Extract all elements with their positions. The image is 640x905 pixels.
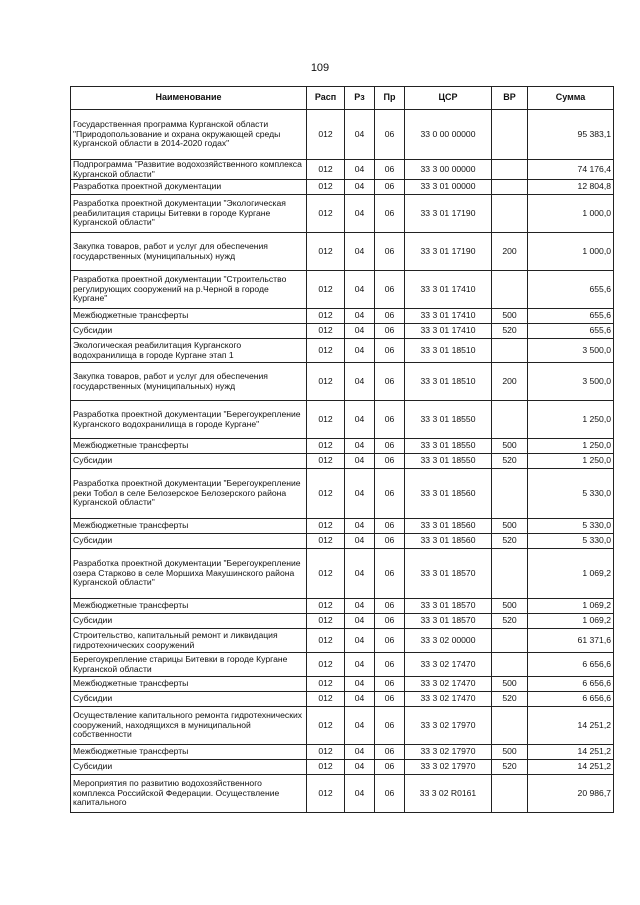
row-name: Межбюджетные трансферты <box>71 519 307 534</box>
row-rz: 04 <box>345 401 375 439</box>
row-name: Субсидии <box>71 692 307 707</box>
row-csr: 33 3 02 17970 <box>405 707 492 745</box>
row-rasp: 012 <box>307 195 345 233</box>
table-row <box>71 180 614 195</box>
row-rz: 04 <box>345 707 375 745</box>
row-rasp: 012 <box>307 692 345 707</box>
row-name: Подпрограмма "Развитие водохозяйственного комплекса Курганской области" <box>71 160 307 180</box>
row-pr: 06 <box>375 707 405 745</box>
row-vr: 500 <box>492 519 528 534</box>
row-pr: 06 <box>375 775 405 813</box>
row-rz: 04 <box>345 692 375 707</box>
table-row <box>71 339 614 363</box>
row-rasp: 012 <box>307 160 345 180</box>
table-row <box>71 439 614 454</box>
row-vr <box>492 469 528 519</box>
row-pr: 06 <box>375 339 405 363</box>
table-row <box>71 534 614 549</box>
row-name: Субсидии <box>71 614 307 629</box>
row-pr: 06 <box>375 160 405 180</box>
header-sum: Сумма <box>528 87 614 110</box>
row-vr <box>492 180 528 195</box>
row-rz: 04 <box>345 614 375 629</box>
row-csr: 33 3 01 18550 <box>405 401 492 439</box>
row-sum: 5 330,0 <box>528 534 614 549</box>
row-csr: 33 3 01 18550 <box>405 454 492 469</box>
row-csr: 33 3 01 18560 <box>405 519 492 534</box>
table-row <box>71 271 614 309</box>
row-vr: 200 <box>492 233 528 271</box>
header-vr: ВР <box>492 87 528 110</box>
row-csr: 33 3 01 18570 <box>405 614 492 629</box>
row-sum: 61 371,6 <box>528 629 614 653</box>
row-pr: 06 <box>375 760 405 775</box>
row-rz: 04 <box>345 180 375 195</box>
row-rasp: 012 <box>307 401 345 439</box>
row-name: Разработка проектной документации <box>71 180 307 195</box>
row-vr: 200 <box>492 363 528 401</box>
row-pr: 06 <box>375 271 405 309</box>
row-rasp: 012 <box>307 760 345 775</box>
row-pr: 06 <box>375 324 405 339</box>
row-sum: 1 069,2 <box>528 549 614 599</box>
row-name: Субсидии <box>71 760 307 775</box>
row-sum: 655,6 <box>528 309 614 324</box>
row-rz: 04 <box>345 549 375 599</box>
header-rz: Рз <box>345 87 375 110</box>
table-row <box>71 469 614 519</box>
table-row <box>71 519 614 534</box>
table-row <box>71 707 614 745</box>
row-csr: 33 3 02 17970 <box>405 760 492 775</box>
row-rz: 04 <box>345 454 375 469</box>
table-row <box>71 629 614 653</box>
row-rasp: 012 <box>307 599 345 614</box>
row-pr: 06 <box>375 599 405 614</box>
row-pr: 06 <box>375 363 405 401</box>
row-name: Разработка проектной документации "Берегоукрепление озера Старково в селе Моршиха Макушинского района Курганской области" <box>71 549 307 599</box>
table-row <box>71 324 614 339</box>
row-vr: 500 <box>492 309 528 324</box>
header-name: Наименование <box>71 87 307 110</box>
row-name: Закупка товаров, работ и услуг для обеспечения государственных (муниципальных) нужд <box>71 363 307 401</box>
row-rasp: 012 <box>307 180 345 195</box>
table-row <box>71 775 614 813</box>
row-rz: 04 <box>345 339 375 363</box>
row-name: Осуществление капитального ремонта гидротехнических сооружений, находящихся в муниципальной собственности <box>71 707 307 745</box>
row-sum: 1 069,2 <box>528 599 614 614</box>
row-sum: 1 250,0 <box>528 439 614 454</box>
row-rasp: 012 <box>307 745 345 760</box>
row-rz: 04 <box>345 439 375 454</box>
row-csr: 33 3 02 00000 <box>405 629 492 653</box>
table-row <box>71 599 614 614</box>
row-rasp: 012 <box>307 309 345 324</box>
row-pr: 06 <box>375 745 405 760</box>
row-rasp: 012 <box>307 549 345 599</box>
row-pr: 06 <box>375 629 405 653</box>
row-csr: 33 3 00 00000 <box>405 160 492 180</box>
row-name: Мероприятия по развитию водохозяйственного комплекса Российской Федерации. Осуществление капитального <box>71 775 307 813</box>
row-name: Разработка проектной документации "Строительство регулирующих сооружений на р.Черной в городе Кургане" <box>71 271 307 309</box>
row-pr: 06 <box>375 454 405 469</box>
row-name: Закупка товаров, работ и услуг для обеспечения государственных (муниципальных) нужд <box>71 233 307 271</box>
row-rz: 04 <box>345 271 375 309</box>
row-vr <box>492 653 528 677</box>
row-name: Межбюджетные трансферты <box>71 745 307 760</box>
table-body <box>71 110 614 813</box>
row-csr: 33 3 02 17470 <box>405 692 492 707</box>
row-sum: 14 251,2 <box>528 760 614 775</box>
row-rz: 04 <box>345 195 375 233</box>
row-rasp: 012 <box>307 110 345 160</box>
row-rasp: 012 <box>307 653 345 677</box>
row-sum: 1 069,2 <box>528 614 614 629</box>
row-pr: 06 <box>375 653 405 677</box>
row-name: Межбюджетные трансферты <box>71 599 307 614</box>
row-csr: 33 3 01 18510 <box>405 339 492 363</box>
row-csr: 33 3 01 17410 <box>405 309 492 324</box>
row-csr: 33 3 01 17410 <box>405 324 492 339</box>
table-row <box>71 653 614 677</box>
row-rasp: 012 <box>307 519 345 534</box>
row-rz: 04 <box>345 599 375 614</box>
row-rasp: 012 <box>307 454 345 469</box>
row-csr: 33 3 02 17970 <box>405 745 492 760</box>
row-rasp: 012 <box>307 233 345 271</box>
row-rz: 04 <box>345 629 375 653</box>
row-csr: 33 3 01 17190 <box>405 233 492 271</box>
row-csr: 33 3 02 17470 <box>405 677 492 692</box>
row-sum: 6 656,6 <box>528 677 614 692</box>
row-csr: 33 3 01 00000 <box>405 180 492 195</box>
table-row <box>71 454 614 469</box>
row-rz: 04 <box>345 469 375 519</box>
row-sum: 1 000,0 <box>528 195 614 233</box>
row-pr: 06 <box>375 110 405 160</box>
table-row <box>71 614 614 629</box>
row-sum: 12 804,8 <box>528 180 614 195</box>
table-row <box>71 401 614 439</box>
table-row <box>71 363 614 401</box>
row-csr: 33 3 01 18560 <box>405 534 492 549</box>
row-sum: 655,6 <box>528 271 614 309</box>
row-vr <box>492 775 528 813</box>
row-sum: 20 986,7 <box>528 775 614 813</box>
row-pr: 06 <box>375 692 405 707</box>
row-pr: 06 <box>375 233 405 271</box>
row-vr: 500 <box>492 599 528 614</box>
row-rz: 04 <box>345 363 375 401</box>
row-vr: 500 <box>492 745 528 760</box>
row-rasp: 012 <box>307 707 345 745</box>
row-rasp: 012 <box>307 363 345 401</box>
row-sum: 1 250,0 <box>528 401 614 439</box>
row-sum: 14 251,2 <box>528 707 614 745</box>
header-pr: Пр <box>375 87 405 110</box>
row-rz: 04 <box>345 677 375 692</box>
header-csr: ЦСР <box>405 87 492 110</box>
row-pr: 06 <box>375 677 405 692</box>
row-rz: 04 <box>345 324 375 339</box>
row-csr: 33 3 01 17410 <box>405 271 492 309</box>
row-name: Государственная программа Курганской области "Природопользование и охрана окружающей среды Курганской области в 2014-2020 годах" <box>71 110 307 160</box>
row-pr: 06 <box>375 180 405 195</box>
row-sum: 5 330,0 <box>528 519 614 534</box>
row-pr: 06 <box>375 309 405 324</box>
row-csr: 33 3 02 R0161 <box>405 775 492 813</box>
row-name: Межбюджетные трансферты <box>71 309 307 324</box>
row-vr: 520 <box>492 534 528 549</box>
row-rasp: 012 <box>307 534 345 549</box>
row-vr <box>492 401 528 439</box>
table-row <box>71 745 614 760</box>
row-csr: 33 3 01 17190 <box>405 195 492 233</box>
row-vr: 520 <box>492 760 528 775</box>
row-sum: 3 500,0 <box>528 339 614 363</box>
table-row <box>71 195 614 233</box>
row-rz: 04 <box>345 534 375 549</box>
row-vr: 500 <box>492 677 528 692</box>
row-vr: 520 <box>492 614 528 629</box>
row-sum: 5 330,0 <box>528 469 614 519</box>
row-pr: 06 <box>375 519 405 534</box>
row-name: Межбюджетные трансферты <box>71 677 307 692</box>
row-name: Субсидии <box>71 324 307 339</box>
row-rz: 04 <box>345 775 375 813</box>
header-rasp: Расп <box>307 87 345 110</box>
row-sum: 95 383,1 <box>528 110 614 160</box>
table-row <box>71 309 614 324</box>
row-vr <box>492 549 528 599</box>
row-sum: 1 000,0 <box>528 233 614 271</box>
row-rz: 04 <box>345 233 375 271</box>
row-rasp: 012 <box>307 339 345 363</box>
row-csr: 33 0 00 00000 <box>405 110 492 160</box>
row-sum: 14 251,2 <box>528 745 614 760</box>
row-name: Разработка проектной документации "Экологическая реабилитация старицы Битевки в городе Кургане Курганской области" <box>71 195 307 233</box>
row-name: Разработка проектной документации "Берегоукрепление Курганского водохранилища в городе Кургане" <box>71 401 307 439</box>
row-sum: 6 656,6 <box>528 692 614 707</box>
table-row <box>71 549 614 599</box>
row-csr: 33 3 01 18510 <box>405 363 492 401</box>
row-pr: 06 <box>375 439 405 454</box>
row-rz: 04 <box>345 745 375 760</box>
row-vr: 520 <box>492 324 528 339</box>
row-rasp: 012 <box>307 614 345 629</box>
row-name: Субсидии <box>71 454 307 469</box>
row-vr <box>492 339 528 363</box>
row-rasp: 012 <box>307 469 345 519</box>
row-csr: 33 3 02 17470 <box>405 653 492 677</box>
row-rasp: 012 <box>307 629 345 653</box>
row-rz: 04 <box>345 309 375 324</box>
row-rasp: 012 <box>307 271 345 309</box>
row-sum: 3 500,0 <box>528 363 614 401</box>
row-pr: 06 <box>375 195 405 233</box>
row-rasp: 012 <box>307 439 345 454</box>
row-rz: 04 <box>345 653 375 677</box>
row-csr: 33 3 01 18570 <box>405 549 492 599</box>
row-rasp: 012 <box>307 775 345 813</box>
row-sum: 74 176,4 <box>528 160 614 180</box>
page-number: 109 <box>310 62 330 74</box>
row-name: Межбюджетные трансферты <box>71 439 307 454</box>
table-header-row <box>71 87 614 110</box>
row-rz: 04 <box>345 519 375 534</box>
row-name: Строительство, капитальный ремонт и ликвидация гидротехнических сооружений <box>71 629 307 653</box>
row-csr: 33 3 01 18570 <box>405 599 492 614</box>
row-sum: 655,6 <box>528 324 614 339</box>
row-vr: 520 <box>492 692 528 707</box>
row-rz: 04 <box>345 160 375 180</box>
table-row <box>71 110 614 160</box>
row-csr: 33 3 01 18550 <box>405 439 492 454</box>
row-name: Субсидии <box>71 534 307 549</box>
row-pr: 06 <box>375 534 405 549</box>
row-rasp: 012 <box>307 324 345 339</box>
row-pr: 06 <box>375 549 405 599</box>
row-vr: 520 <box>492 454 528 469</box>
row-name: Разработка проектной документации "Берегоукрепление реки Тобол в селе Белозерское Белозерского района Курганской области" <box>71 469 307 519</box>
table-row <box>71 692 614 707</box>
budget-table <box>70 86 614 813</box>
row-vr <box>492 195 528 233</box>
row-name: Берегоукрепление старицы Битевки в городе Кургане Курганской области <box>71 653 307 677</box>
row-pr: 06 <box>375 469 405 519</box>
row-pr: 06 <box>375 401 405 439</box>
table-row <box>71 760 614 775</box>
row-csr: 33 3 01 18560 <box>405 469 492 519</box>
table-row <box>71 160 614 180</box>
row-pr: 06 <box>375 614 405 629</box>
row-rz: 04 <box>345 760 375 775</box>
row-name: Экологическая реабилитация Курганского водохранилища в городе Кургане этап 1 <box>71 339 307 363</box>
row-vr: 500 <box>492 439 528 454</box>
row-vr <box>492 629 528 653</box>
row-vr <box>492 271 528 309</box>
table-row <box>71 677 614 692</box>
row-vr <box>492 160 528 180</box>
row-rz: 04 <box>345 110 375 160</box>
row-sum: 1 250,0 <box>528 454 614 469</box>
row-rasp: 012 <box>307 677 345 692</box>
table-row <box>71 233 614 271</box>
row-vr <box>492 707 528 745</box>
row-sum: 6 656,6 <box>528 653 614 677</box>
row-vr <box>492 110 528 160</box>
